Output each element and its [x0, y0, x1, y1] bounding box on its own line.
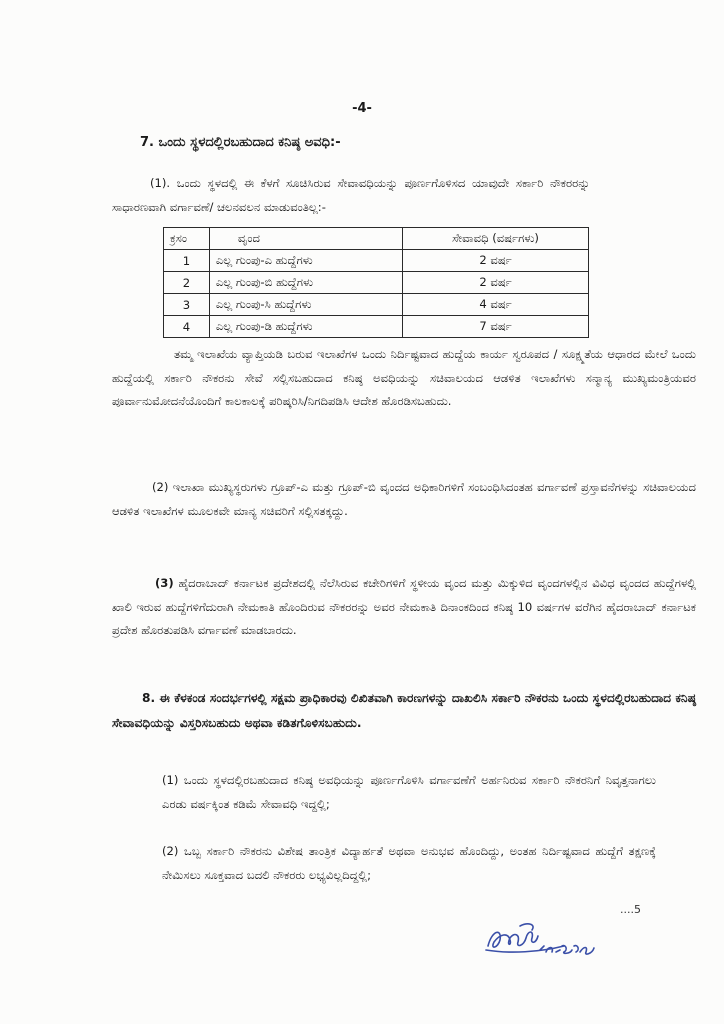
section-8-item-1: (1) ಒಂದು ಸ್ಥಳದಲ್ಲಿರಬಹುದಾದ ಕನಿಷ್ಠ ಅವಧಿಯನ್ನು ಪೂರ್ಣಗೊಳಿಸಿ ವರ್ಗಾವಣೆಗೆ ಅರ್ಹನಿರುವ ಸರ್ಕಾರಿ ನೌಕರನಿಗೆ ನಿವೃತ್ತನಾಗಲು ಎರಡು ವರ್ಷಕ್ಕಿಂತ ಕಡಿಮೆ ಸೇವಾವಧಿ ಇದ್ದಲ್ಲಿ;	[162, 773, 656, 811]
table-cell-cadre: ಎಲ್ಲ ಗುಂಪು-ಸಿ ಹುದ್ದೆಗಳು	[209, 294, 402, 316]
section-7-para-3	[112, 572, 696, 643]
section-8-para-text: 8. ಈ ಕೆಳಕಂಡ ಸಂದರ್ಭಗಳಲ್ಲಿ ಸಕ್ಷಮ ಪ್ರಾಧಿಕಾರವು ಲಿಖಿತವಾಗಿ ಕಾರಣಗಳನ್ನು ದಾಖಲಿಸಿ ಸರ್ಕಾರಿ ನೌಕರನು ಒಂದು ಸ್ಥಳದಲ್ಲಿರಬಹುದಾದ ಕನಿಷ್ಠ ಸೇವಾವಧಿಯನ್ನು ವಿಸ್ತರಿಸಬಹುದು ಅಥವಾ ಕಡಿತಗೊಳಿಸಬಹುದು.	[112, 691, 696, 730]
table-cell-sno: 3	[164, 294, 210, 316]
table-cell-period: 2 ವರ್ಷ	[403, 250, 589, 272]
table-header-sno: ಕ್ರಸಂ	[164, 228, 210, 250]
section-7-para-3-text: ಹೈದರಾಬಾದ್ ಕರ್ನಾಟಕ ಪ್ರದೇಶದಲ್ಲಿ ನೆಲೆಸಿರುವ ಕಚೇರಿಗಳಿಗೆ ಸ್ಥಳೀಯ ವೃಂದ ಮತ್ತು ಮಿಕ್ಕುಳಿದ ವೃಂದಗಳಲ್ಲಿನ ವಿವಿಧ ವೃಂದದ ಹುದ್ದೆಗಳಲ್ಲಿ ಖಾಲಿ ಇರುವ ಹುದ್ದೆಗಳಿಗೆದುರಾಗಿ ನೇಮಕಾತಿ ಹೊಂದಿರುವ ನೌಕರರನ್ನು ಅವರ ನೇಮಕಾತಿ ದಿನಾಂಕದಿಂದ ಕನಿಷ್ಠ 10 ವರ್ಷಗಳ ವರೆಗಿನ ಹೈದರಾಬಾದ್ ಕರ್ನಾಟಕ ಪ್ರದೇಶ ಹೊರತುಪಡಿಸಿ ವರ್ಗಾವಣೆ ಮಾಡಬಾರದು.	[112, 576, 696, 637]
signature-strokes	[486, 924, 594, 954]
section-7-para-after-table	[112, 343, 696, 414]
table-cell-cadre: ಎಲ್ಲ ಗುಂಪು-ಬಿ ಹುದ್ದೆಗಳು	[209, 272, 402, 294]
service-period-table	[163, 227, 589, 338]
table-cell-sno: 4	[164, 316, 210, 338]
table-row	[164, 294, 589, 316]
table-header-service-period: ಸೇವಾವಧಿ (ವರ್ಷಗಳು)	[403, 228, 589, 250]
section-7-para-2-text: (2) ಇಲಾಖಾ ಮುಖ್ಯಸ್ಥರುಗಳು ಗ್ರೂಪ್-ಎ ಮತ್ತು ಗ್ರೂಪ್-ಬಿ ವೃಂದದ ಅಧಿಕಾರಿಗಳಿಗೆ ಸಂಬಂಧಿಸಿದಂತಹ ವರ್ಗಾವಣೆ ಪ್ರಸ್ತಾವನೆಗಳನ್ನು ಸಚಿವಾಲಯದ ಆಡಳಿತ ಇಲಾಖೆಗಳ ಮೂಲಕವೇ ಮಾನ್ಯ ಸಚಿವರಿಗೆ ಸಲ್ಲಿಸತಕ್ಕದ್ದು.	[112, 480, 696, 518]
section-7-heading: 7. ಒಂದು ಸ್ಥಳದಲ್ಲಿರಬಹುದಾದ ಕನಿಷ್ಠ ಅವಧಿ:-	[140, 135, 341, 150]
table-row	[164, 316, 589, 338]
table-row	[164, 250, 589, 272]
section-8-para	[112, 686, 696, 736]
table-cell-sno: 2	[164, 272, 210, 294]
table-cell-period: 4 ವರ್ಷ	[403, 294, 589, 316]
table-cell-sno: 1	[164, 250, 210, 272]
section-7-para-3-number: (3)	[155, 576, 174, 590]
table-cell-cadre: ಎಲ್ಲ ಗುಂಪು-ಡಿ ಹುದ್ದೆಗಳು	[209, 316, 402, 338]
section-7-para-1	[112, 172, 590, 219]
table-cell-cadre: ಎಲ್ಲ ಗುಂಪು-ಎ ಹುದ್ದೆಗಳು	[209, 250, 402, 272]
page-number: -4-	[352, 101, 372, 116]
continuation-marker: ....5	[620, 903, 641, 916]
table-header-cadre: ವೃಂದ	[209, 228, 402, 250]
table-cell-period: 2 ವರ್ಷ	[403, 272, 589, 294]
table-cell-period: 7 ವರ್ಷ	[403, 316, 589, 338]
table-row	[164, 272, 589, 294]
section-8-item-2: (2) ಒಬ್ಬ ಸರ್ಕಾರಿ ನೌಕರನು ವಿಶೇಷ ತಾಂತ್ರಿಕ ವಿದ್ಯಾರ್ಹತೆ ಅಥವಾ ಅನುಭವ ಹೊಂದಿದ್ದು, ಅಂತಹ ನಿರ್ದಿಷ್ಟವಾದ ಹುದ್ದೆಗೆ ತಕ್ಷಣಕ್ಕೆ ನೇಮಿಸಲು ಸೂಕ್ತವಾದ ಬದಲಿ ನೌಕರರು ಲಭ್ಯವಿಲ್ಲದಿದ್ದಲ್ಲಿ;	[162, 844, 656, 882]
section-7-para-after-table-text: ತಮ್ಮ ಇಲಾಖೆಯ ವ್ಯಾಪ್ತಿಯಡಿ ಬರುವ ಇಲಾಖೆಗಳ ಒಂದು ನಿರ್ದಿಷ್ಟವಾದ ಹುದ್ದೆಯ ಕಾರ್ಯ ಸ್ವರೂಪದ / ಸೂಕ್ಷ್ಮತೆಯ ಆಧಾರದ ಮೇಲೆ ಒಂದು ಹುದ್ದೆಯಲ್ಲಿ ಸರ್ಕಾರಿ ನೌಕರನು ಸೇವೆ ಸಲ್ಲಿಸಬಹುದಾದ ಕನಿಷ್ಠ ಅವಧಿಯನ್ನು ಸಚಿವಾಲಯದ ಆಡಳಿತ ಇಲಾಖೆಗಳು ಸನ್ಮಾನ್ಯ ಮುಖ್ಯಮಂತ್ರಿಯವರ ಪೂರ್ವಾನುಮೋದನೆಯೊಂದಿಗೆ ಕಾಲಕಾಲಕ್ಕೆ ಪರಿಷ್ಕರಿಸಿ/ನಿಗದಿಪಡಿಸಿ ಆದೇಶ ಹೊರಡಿಸಬಹುದು.	[112, 347, 696, 408]
section-7-para-2	[112, 476, 696, 523]
handwritten-signature	[480, 916, 615, 966]
section-7-para-1-text: (1). ಒಂದು ಸ್ಥಳದಲ್ಲಿ ಈ ಕೆಳಗೆ ಸೂಚಿಸಿರುವ ಸೇವಾವಧಿಯನ್ನು ಪೂರ್ಣಗೊಳಿಸದ ಯಾವುದೇ ಸರ್ಕಾರಿ ನೌಕರರನ್ನು ಸಾಧಾರಣವಾಗಿ ವರ್ಗಾವಣೆ/ ಚಲನವಲನ ಮಾಡುವಂತಿಲ್ಲ:-	[112, 176, 590, 214]
table-header-row	[164, 228, 589, 250]
